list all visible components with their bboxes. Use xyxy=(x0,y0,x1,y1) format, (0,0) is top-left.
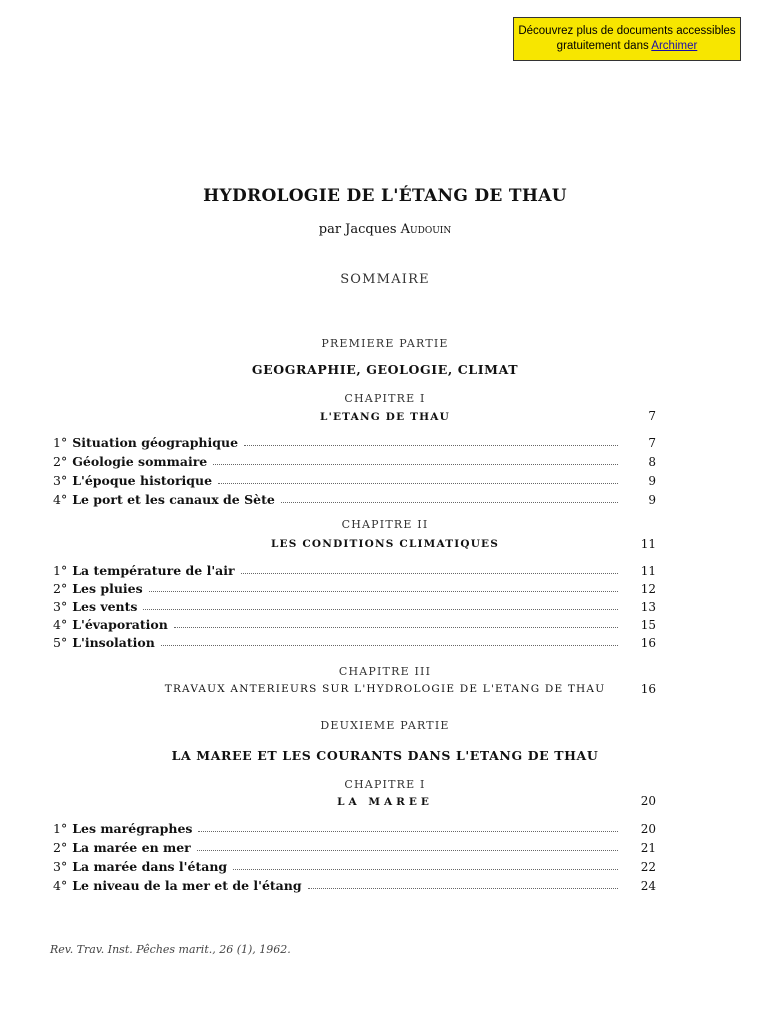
dot-leader xyxy=(143,609,618,610)
entry-page: 22 xyxy=(640,860,656,874)
entry-label: Les vents xyxy=(72,599,138,614)
chapter-title: LES CONDITIONS CLIMATIQUES xyxy=(270,538,500,550)
author-line xyxy=(0,222,770,237)
entry-number: 4° xyxy=(53,617,68,632)
part-label: DEUXIEME PARTIE xyxy=(320,719,450,732)
entry-page: 13 xyxy=(640,600,656,614)
chapter-page: 11 xyxy=(640,537,656,551)
toc-entry[interactable] xyxy=(53,856,656,874)
entry-page: 15 xyxy=(640,618,656,632)
chapter-page: 16 xyxy=(640,682,656,696)
entry-page: 9 xyxy=(648,474,656,488)
entry-number: 2° xyxy=(53,840,68,855)
entry-label: La marée dans l'étang xyxy=(72,859,228,874)
chapter-label: CHAPITRE II xyxy=(341,518,429,531)
author-name: Audouin xyxy=(400,222,452,237)
entry-label: L'évaporation xyxy=(72,617,168,632)
chapter-label: CHAPITRE I xyxy=(344,778,426,791)
dot-leader xyxy=(241,573,618,574)
entry-number: 1° xyxy=(53,435,68,450)
toc-entry[interactable] xyxy=(53,432,656,450)
part-label: PREMIERE PARTIE xyxy=(321,337,449,350)
toc-entry[interactable] xyxy=(53,596,656,614)
dot-leader xyxy=(197,850,618,851)
dot-leader xyxy=(198,831,618,832)
entry-number: 4° xyxy=(53,492,68,507)
entry-page: 8 xyxy=(648,455,656,469)
toc-entry[interactable] xyxy=(53,837,656,855)
entry-page: 21 xyxy=(640,841,656,855)
dot-leader xyxy=(149,591,618,592)
entry-number: 1° xyxy=(53,563,68,578)
toc-entry[interactable] xyxy=(53,875,656,893)
dot-leader xyxy=(281,502,618,503)
toc-entry[interactable] xyxy=(53,451,656,469)
entry-number: 3° xyxy=(53,859,68,874)
entry-number: 2° xyxy=(53,454,68,469)
dot-leader xyxy=(174,627,618,628)
entry-number: 1° xyxy=(53,821,68,836)
journal-citation: Rev. Trav. Inst. Pêches marit., 26 (1), 1962. xyxy=(50,943,291,956)
entry-number: 3° xyxy=(53,473,68,488)
entry-page: 9 xyxy=(648,493,656,507)
dot-leader xyxy=(308,888,618,889)
chapter-title: L'ETANG DE THAU xyxy=(319,411,450,423)
toc-entry[interactable] xyxy=(53,632,656,650)
archimer-banner xyxy=(513,17,741,61)
entry-number: 3° xyxy=(53,599,68,614)
entry-number: 2° xyxy=(53,581,68,596)
entry-label: Géologie sommaire xyxy=(72,454,208,469)
entry-label: L'insolation xyxy=(72,635,155,650)
dot-leader xyxy=(218,483,618,484)
dot-leader xyxy=(213,464,618,465)
entry-label: La marée en mer xyxy=(72,840,191,855)
entry-number: 5° xyxy=(53,635,68,650)
part-title: LA MAREE ET LES COURANTS DANS L'ETANG DE THAU xyxy=(171,748,599,763)
entry-page: 16 xyxy=(640,636,656,650)
toc-entry[interactable] xyxy=(53,614,656,632)
entry-page: 11 xyxy=(640,564,656,578)
chapter-label: CHAPITRE I xyxy=(344,392,426,405)
part-title: GEOGRAPHIE, GEOLOGIE, CLIMAT xyxy=(251,362,519,377)
chapter-page: 20 xyxy=(640,794,656,808)
dot-leader xyxy=(161,645,618,646)
banner-text: Découvrez plus de documents accessibles gratuitement dans xyxy=(518,25,736,52)
chapter-title: LA MAREE xyxy=(337,796,433,808)
toc-entry[interactable] xyxy=(53,470,656,488)
entry-label: Situation géographique xyxy=(72,435,239,450)
chapter-page: 7 xyxy=(648,409,656,423)
document-title: HYDROLOGIE DE L'ÉTANG DE THAU xyxy=(203,186,567,206)
entry-page: 24 xyxy=(640,879,656,893)
entry-label: Le niveau de la mer et de l'étang xyxy=(72,878,302,893)
toc-entry[interactable] xyxy=(53,560,656,578)
entry-page: 7 xyxy=(648,436,656,450)
entry-page: 20 xyxy=(640,822,656,836)
dot-leader xyxy=(233,869,618,870)
toc-entry[interactable] xyxy=(53,818,656,836)
entry-label: L'époque historique xyxy=(72,473,213,488)
entry-label: Les marégraphes xyxy=(72,821,193,836)
entry-label: La température de l'air xyxy=(72,563,235,578)
chapter-label: CHAPITRE III xyxy=(338,665,432,678)
dot-leader xyxy=(244,445,618,446)
author-prefix: par Jacques xyxy=(318,222,397,237)
entry-number: 4° xyxy=(53,878,68,893)
entry-label: Les pluies xyxy=(72,581,143,596)
entry-page: 12 xyxy=(640,582,656,596)
entry-label: Le port et les canaux de Sète xyxy=(72,492,275,507)
toc-entry[interactable] xyxy=(53,489,656,507)
archimer-link[interactable]: Archimer xyxy=(651,40,698,52)
chapter-title: TRAVAUX ANTERIEURS SUR L'HYDROLOGIE DE L'ETANG DE THAU xyxy=(164,683,606,695)
toc-entry[interactable] xyxy=(53,578,656,596)
sommaire-heading: SOMMAIRE xyxy=(340,272,430,287)
